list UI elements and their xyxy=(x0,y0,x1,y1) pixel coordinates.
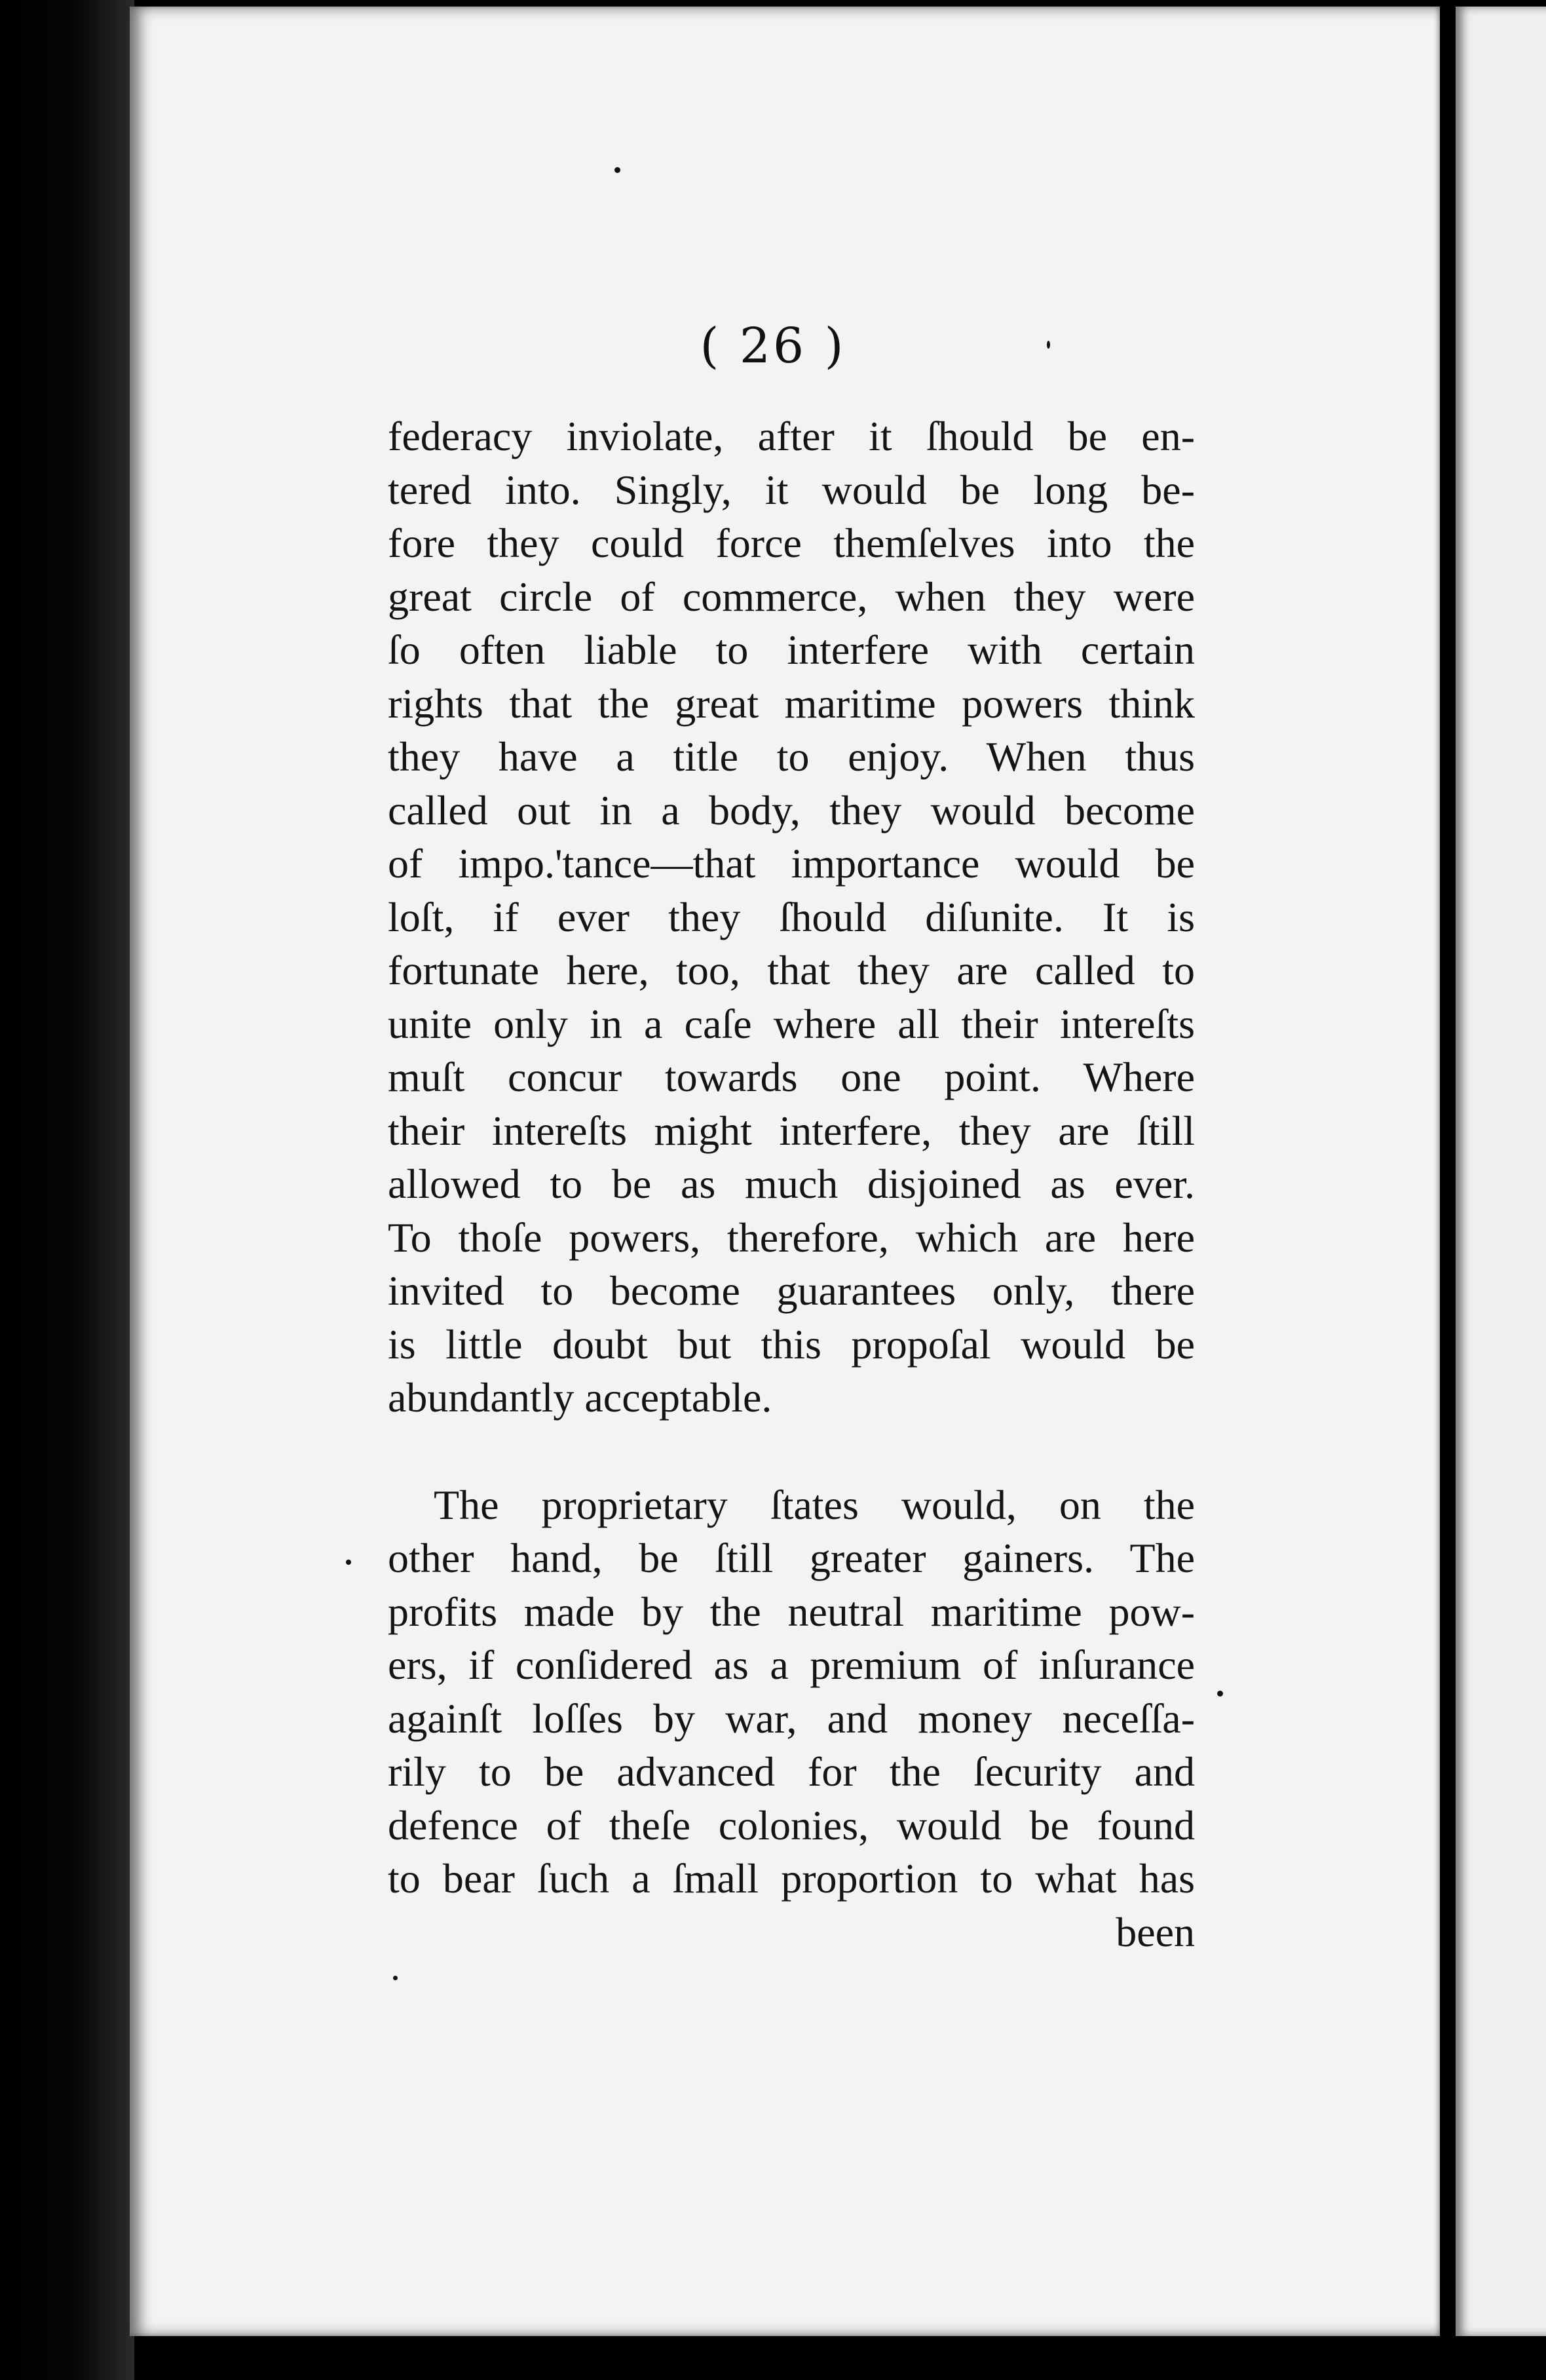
text-line: tered into. Singly, it would be long be- xyxy=(388,466,1195,513)
catchword: been xyxy=(1116,1908,1195,1955)
text-line: rily to be advanced for the ſecurity and xyxy=(388,1748,1195,1795)
ink-speck xyxy=(393,1976,398,1980)
text-line: The proprietary ſtates would, on the xyxy=(434,1481,1195,1528)
text-line: invited to become guarantees only, there xyxy=(388,1267,1195,1314)
text-line: rights that the great maritime powers think xyxy=(388,680,1195,727)
text-line: is little doubt but this propoſal would be xyxy=(388,1320,1195,1368)
paragraph-2 xyxy=(388,1478,1195,1906)
text-line: againſt loſſes by war, and money neceſſa- xyxy=(388,1695,1195,1742)
text-line: defence of theſe colonies, would be found xyxy=(388,1801,1195,1849)
text-line: ers, if conſidered as a premium of inſurance xyxy=(388,1641,1195,1688)
ink-speck xyxy=(346,1560,351,1565)
text-line: abundantly acceptable. xyxy=(388,1374,772,1421)
page-number: ( 26 ) xyxy=(700,318,846,374)
text-line: called out in a body, they would become xyxy=(388,786,1195,834)
text-line: of impo.'tance—that importance would be xyxy=(388,840,1195,887)
text-line: fore they could force themſelves into the xyxy=(388,520,1195,566)
text-line: unite only in a caſe where all their intereſts xyxy=(388,1000,1195,1047)
paragraph-1 xyxy=(388,410,1195,1425)
text-line: To thoſe powers, therefore, which are here xyxy=(388,1214,1195,1261)
text-line: they have a title to enjoy. When thus xyxy=(388,733,1195,780)
page-gutter xyxy=(1440,0,1456,2380)
text-line: federacy inviolate, after it ſhould be en- xyxy=(388,413,1195,459)
text-line: their intereſts might interfere, they are ſtill xyxy=(388,1107,1195,1154)
text-line: other hand, be ſtill greater gainers. The xyxy=(388,1535,1195,1581)
adjacent-page-edge xyxy=(1456,7,1546,2336)
book-binding-edge xyxy=(0,0,134,2380)
text-line: fortunate here, too, that they are called to xyxy=(388,947,1195,993)
paragraph-gap xyxy=(388,1425,1195,1478)
text-line: great circle of commerce, when they were xyxy=(388,573,1195,620)
body-text xyxy=(388,410,1195,1959)
ink-speck xyxy=(1217,1691,1223,1697)
ink-speck xyxy=(614,167,620,173)
text-line: muſt concur towards one point. Where xyxy=(388,1054,1195,1100)
text-line: allowed to be as much disjoined as ever. xyxy=(388,1161,1195,1207)
text-line: profits made by the neutral maritime pow- xyxy=(388,1588,1195,1635)
text-line: to bear ſuch a ſmall proportion to what has xyxy=(388,1855,1195,1902)
ink-speck xyxy=(1047,341,1050,349)
text-line: loſt, if ever they ſhould diſunite. It is xyxy=(388,893,1195,940)
text-line: ſo often liable to interfere with certain xyxy=(388,626,1195,673)
